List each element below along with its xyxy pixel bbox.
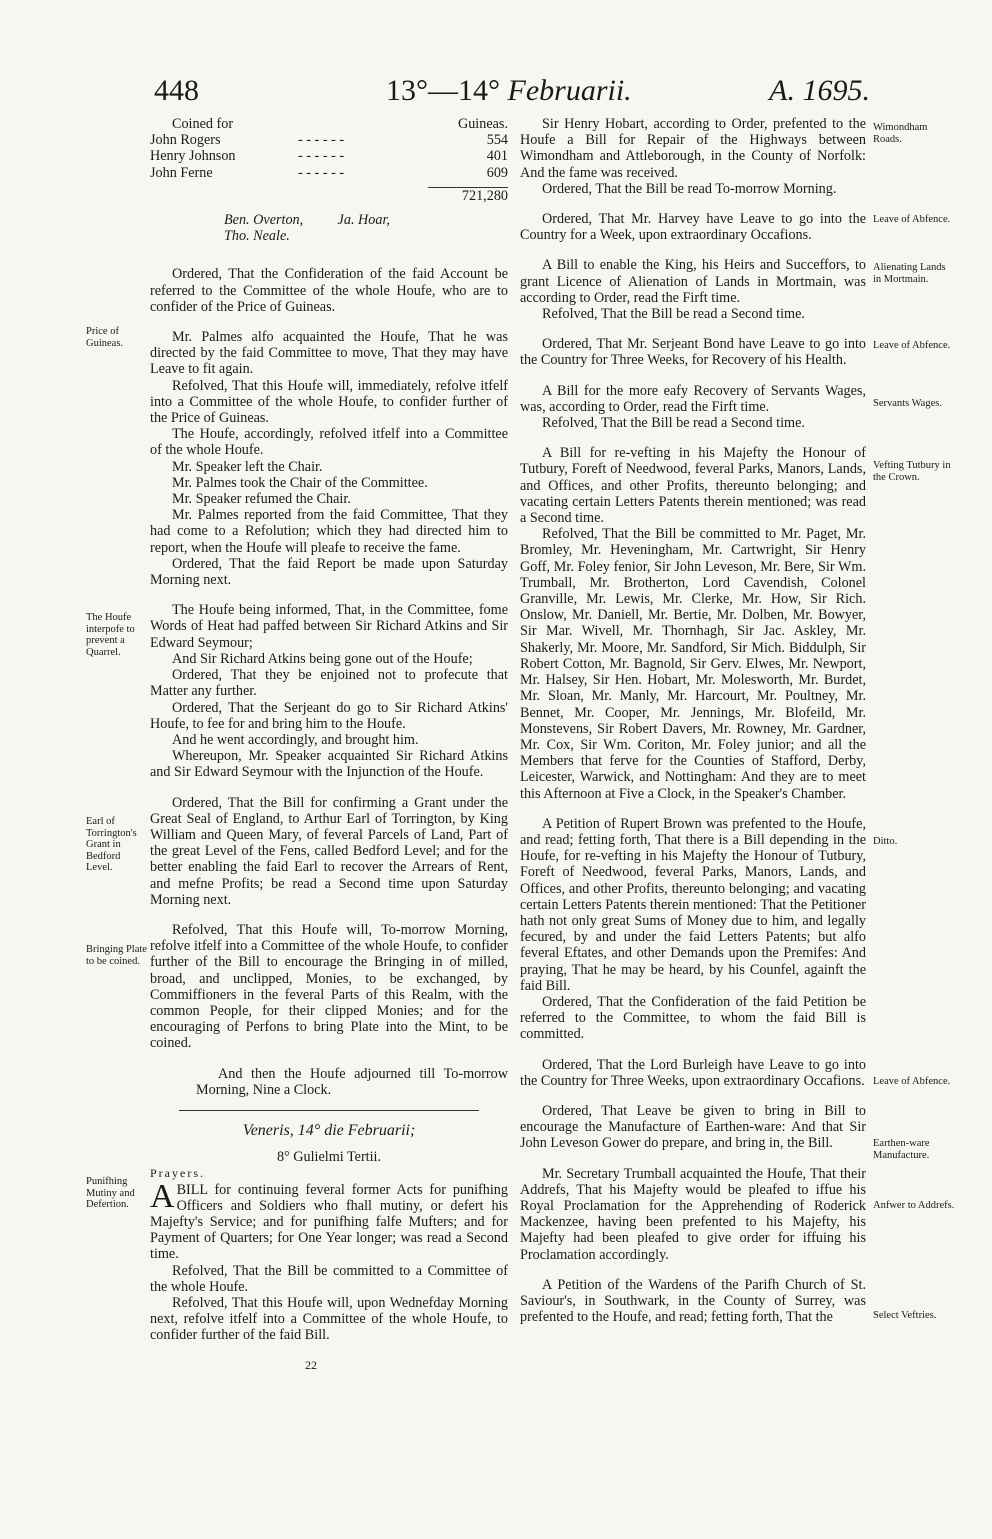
margin-note: Ditto. xyxy=(873,836,898,847)
paragraph: Ordered, That the Confideration of the faid Petition be referred to the Committee, to whom the faid Bill is committed. xyxy=(520,993,866,1043)
paragraph: Ordered, That the Bill for confirming a Grant under the Great Seal of England, to Arthur Earl of Torrington, by King William and Queen Mary, of feveral Parcels of Land, Part of the great Level of the Fens, called Bedford Level; and for the better enabling the faid Earl to recover the Arrears of Rent, and mefne Profits; be read a Second time upon Saturday Morning next. xyxy=(150,794,508,908)
coin-total: 721,280 xyxy=(428,187,508,204)
right-column xyxy=(520,116,866,1325)
left-column xyxy=(150,116,508,1344)
paragraph: Ordered, That Mr. Harvey have Leave to go into the Country for a Week, upon extraordinary Occafions. xyxy=(520,211,866,244)
paragraph: Mr. Palmes took the Chair of the Committee. xyxy=(172,474,428,491)
paragraph: Refolved, That the Bill be read a Second time. xyxy=(542,415,805,432)
adjournment: And then the Houfe adjourned till To-morrow Morning, Nine a Clock. xyxy=(196,1065,508,1098)
signers xyxy=(224,212,508,244)
margin-note: Price of Guineas. xyxy=(86,326,124,349)
paragraph: The Houfe, accordingly, refolved itfelf into a Committee of the whole Houfe. xyxy=(150,426,508,459)
coin-table xyxy=(150,116,508,181)
coin-name: Henry Johnson xyxy=(150,148,236,165)
paragraph: Refolved, That this Houfe will, To-morrow Morning, refolve itfelf into a Committee of the whole Houfe, to confider further of the Bill to encourage the Bringing in of milled, broad, and unclipped, Monies, to be exchanged, by Commiffioners in the feveral Parts of this Realm, with the common People, for their clipped Monies; and for the encouraging of Perfons to bring Plate into the Mint, to be coined. xyxy=(150,921,508,1052)
page-header xyxy=(150,74,870,114)
table-row xyxy=(150,132,508,148)
paragraph: Mr. Palmes reported from the faid Committee, That they had come to a Refolution; which they had directed him to report, when the Houfe will pleafe to receive the fame. xyxy=(150,507,508,556)
margin-note: Wimondham Roads. xyxy=(873,122,928,145)
paragraph: Ordered, That Mr. Serjeant Bond have Leave to go into the Country for Three Weeks, for Recovery of his Health. xyxy=(520,336,866,369)
coin-value: 609 xyxy=(486,164,508,181)
paragraph: Mr. Secretary Trumball acquainted the Houfe, That their Addrefs, That his Majefty would be pleafed to iffue his Royal Proclamation for the Apprehending of Roderick Mackenzee, having been prefented to his Majefty, his Majefty had been pleafed to give order for iffuing his Proclamation accordingly. xyxy=(520,1165,866,1263)
margin-note: Anfwer to Addrefs. xyxy=(873,1200,955,1211)
paragraph: Refolved, That the Bill be committed to Mr. Paget, Mr. Bromley, Mr. Heveningham, Mr. Cartwright, Sir Henry Goff, Mr. Foley fenior, Sir John Leveson, Mr. Bere, Sir Wm. Trumball, Mr. Brotherton, Lord Cavendish, Colonel Granville, Mr. Lewis, Mr. Clerke, Mr. How, Sir Rich. Onslow, Mr. Daniell, Mr. Bertie, Mr. Dolben, Mr. Bowyer, Sir Mar. Wivell, Mr. Thornhagh, Sir Jac. Askley, Mr. Shakerly, Mr. Moore, Mr. Sandford, Sir Mich. Biddulph, Sir Robert Cotton, Mr. Bagnold, Sir Gerv. Elwes, Mr. Newport, Mr. Halsey, Sir Hen. Hobart, Mr. Molesworth, Mr. Burdet, Mr. Sloan, Mr. Manly, Mr. Harcourt, Mr. Poultney, Mr. Bennet, Mr. Cooper, Mr. Jennings, Mr. Blofeild, Mr. Monstevens, Sir Robert Davers, Mr. Rowney, Mr. Gardner, Mr. Cox, Sir Wm. Coriton, Mr. Foley junior; and all the Members that ferve for the Counties of Stafford, Derby, Leicester, Warwick, and Nottingham: And they are to meet this Afternoon at Five a Clock, in the Speaker's Chamber. xyxy=(520,526,866,802)
paragraph: The Houfe being informed, That, in the Committee, fome Words of Heat had paffed between Sir Richard Atkins and Sir Edward Seymour; xyxy=(150,602,508,651)
signer: Ben. Overton, xyxy=(224,212,304,229)
paragraph: Refolved, That this Houfe will, upon Wednefday Morning next, refolve itfelf into a Committee of the whole Houfe, to confider further of the faid Bill. xyxy=(150,1295,508,1344)
margin-note: Leave of Abfence. xyxy=(873,214,951,225)
coin-dots: - - - - - - xyxy=(298,148,345,165)
table-row xyxy=(150,165,508,181)
paragraph: Ordered, That the Confideration of the faid Account be referred to the Committee of the whole Houfe, who are to confider of the Price of Guineas. xyxy=(150,266,508,315)
margin-note: The Houfe interpofe to prevent a Quarrel. xyxy=(86,612,135,658)
paragraph xyxy=(150,1177,508,1263)
paragraph: A Bill for re-vefting in his Majefty the Honour of Tutbury, Foreft of Needwood, feveral Parks, Manors, Lands, and Offices, and other Profits, thereunto belonging; and vacating certain Letters Patents therein mentioned; was read a Second time. xyxy=(520,445,866,527)
paragraph: Ordered, That the Bill be read To-morrow Morning. xyxy=(542,180,837,197)
margin-note: Earthen-ware Manufacture. xyxy=(873,1138,930,1161)
paragraph: Mr. Speaker left the Chair. xyxy=(172,458,323,475)
folio-number: 22 xyxy=(305,1358,317,1372)
margin-note: Earl of Torrington's Grant in Bedford Level. xyxy=(86,816,137,873)
paragraph: Mr. Speaker refumed the Chair. xyxy=(172,491,351,508)
coin-dots: - - - - - - xyxy=(298,164,345,181)
paragraph: A Petition of Rupert Brown was prefented to the Houfe, and read; fetting forth, That there is a Bill depending in the Houfe, for re-vefting in his Majefty the Honour of Tutbury, Foreft of Needwood, feveral Parks, Manors, Lands, and Offices, and other Profits, thereunto belonging; and vacating certain Letters Patents therein mentioned: That the Petitioner hath not only great Sums of Money due to him, and legally fecured, by and under the faid Letters Patents; but alfo feveral Eftates, and other Demands upon the Premifes: And praying, That he may be heard, by his Counfel, againft the faid Bill. xyxy=(520,815,866,994)
paragraph-text: BILL for continuing feveral former Acts for punifhing Officers and Soldiers who fhall mutiny, or defert his Majefty's Service; and for punifhing falfe Mufters; and for Payment of Quarters; for One Year longer; was read a Second time. xyxy=(150,1181,508,1263)
coin-name: John Ferne xyxy=(150,164,213,181)
header-date-days: 13°—14° xyxy=(386,74,508,107)
coin-dots: - - - - - - xyxy=(298,132,345,149)
coin-label: Coined for xyxy=(172,116,234,132)
paragraph: Whereupon, Mr. Speaker acquainted Sir Richard Atkins and Sir Edward Seymour with the Injunction of the Houfe. xyxy=(150,748,508,781)
header-year: A. 1695. xyxy=(769,74,870,107)
coin-value: 554 xyxy=(486,132,508,149)
table-header-row xyxy=(150,116,508,132)
paragraph: Mr. Palmes alfo acquainted the Houfe, That he was directed by the faid Committee to move, That they may have Leave to fit again. xyxy=(150,329,508,378)
paragraph: Sir Henry Hobart, according to Order, prefented to the Houfe a Bill for Repair of the Highways between Wimondham and Attleborough, in the County of Norfolk: And the fame was received. xyxy=(520,116,866,181)
coin-value: 401 xyxy=(486,148,508,165)
paragraph: Ordered, That they be enjoined not to profecute that Matter any further. xyxy=(150,667,508,700)
signer: Tho. Neale. xyxy=(224,228,290,245)
coin-unit: Guineas. xyxy=(457,116,508,132)
paragraph: Ordered, That the Serjeant do go to Sir Richard Atkins' Houfe, to fee for and bring him to the Houfe. xyxy=(150,699,508,732)
margin-note: Vefting Tutbury in the Crown. xyxy=(873,460,951,483)
header-date-month: Februarii. xyxy=(507,74,632,107)
paragraph: Ordered, That the faid Report be made upon Saturday Morning next. xyxy=(150,555,508,589)
margin-note: Leave of Abfence. xyxy=(873,1076,951,1087)
paragraph: Ordered, That the Lord Burleigh have Leave to go into the Country for Three Weeks, upon extraordinary Occafions. xyxy=(520,1056,866,1089)
margin-note: Servants Wages. xyxy=(873,398,942,409)
header-date xyxy=(386,74,632,108)
prayers-heading: Prayers. xyxy=(150,1166,205,1181)
signer: Ja. Hoar, xyxy=(337,212,390,229)
paragraph: And Sir Richard Atkins being gone out of the Houfe; xyxy=(172,650,473,667)
section-rule xyxy=(179,1110,479,1111)
coin-name: John Rogers xyxy=(150,132,221,149)
page-number: 448 xyxy=(154,74,199,107)
paragraph: Refolved, That the Bill be committed to a Committee of the whole Houfe. xyxy=(150,1262,508,1295)
margin-note: Leave of Abfence. xyxy=(873,340,951,351)
margin-note: Select Veftries. xyxy=(873,1310,937,1321)
paragraph: A Petition of the Wardens of the Parifh Church of St. Saviour's, in Southwark, in the County of Surrey, was prefented to the Houfe, and read; fetting forth, That the xyxy=(520,1276,866,1326)
table-row xyxy=(150,148,508,164)
drop-cap: A xyxy=(150,1177,175,1215)
day-heading: Veneris, 14° die Februarii; xyxy=(242,1121,416,1139)
paragraph: Refolved, That this Houfe will, immediately, refolve itfelf into a Committee of the whole Houfe, to confider further of the Price of Guineas. xyxy=(150,377,508,427)
margin-note: Alienating Lands in Mortmain. xyxy=(873,262,946,285)
paragraph: Ordered, That Leave be given to bring in Bill to encourage the Manufacture of Earthen-ware: And that Sir John Leveson Gower do prepare, and bring in, the Bill. xyxy=(520,1102,866,1152)
margin-note: Punifhing Mutiny and Defertion. xyxy=(86,1176,135,1210)
paragraph: And he went accordingly, and brought him. xyxy=(172,731,419,748)
paragraph: A Bill for the more eafy Recovery of Servants Wages, was, according to Order, read the Firft time. xyxy=(520,382,866,415)
session-heading: 8° Gulielmi Tertii. xyxy=(276,1149,382,1166)
margin-note: Bringing Plate to be coined. xyxy=(86,944,147,967)
paragraph: A Bill to enable the King, his Heirs and Succeffors, to grant Licence of Alienation of Lands in Mortmain, was according to Order, read the Firft time. xyxy=(520,257,866,306)
paragraph: Refolved, That the Bill be read a Second time. xyxy=(542,306,805,323)
